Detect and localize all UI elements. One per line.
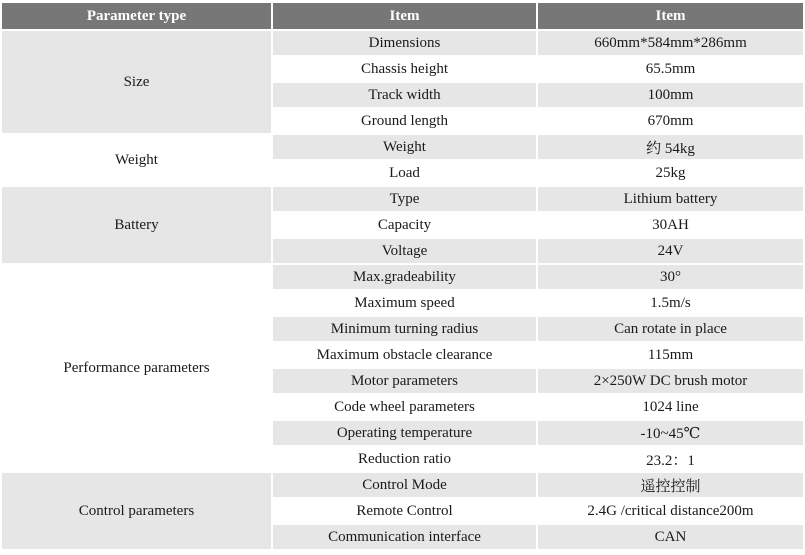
table-row [2,473,803,499]
value-cell: -10~45℃ [538,421,803,447]
group-weight: Weight [2,135,273,187]
header-value: Item [538,3,803,31]
spec-table [2,3,803,551]
table-row [2,265,803,291]
value-cell: CAN [538,525,803,551]
value-cell: 约 54kg [538,135,803,161]
group-performance-parameters: Performance parameters [2,265,273,473]
item-cell: Control Mode [273,473,538,499]
item-cell: Track width [273,83,538,109]
item-cell: Maximum obstacle clearance [273,343,538,369]
header-item: Item [273,3,538,31]
table-body [2,31,803,551]
value-cell: 100mm [538,83,803,109]
table-header [2,3,803,31]
value-cell: 2×250W DC brush motor [538,369,803,395]
item-cell: Dimensions [273,31,538,57]
value-cell: Can rotate in place [538,317,803,343]
item-cell: Maximum speed [273,291,538,317]
item-cell: Max.gradeability [273,265,538,291]
header-parameter-type: Parameter type [2,3,273,31]
value-cell: 24V [538,239,803,265]
value-cell: 1024 line [538,395,803,421]
item-cell: Operating temperature [273,421,538,447]
group-size: Size [2,31,273,135]
item-cell: Type [273,187,538,213]
value-cell: 1.5m/s [538,291,803,317]
value-cell: 30° [538,265,803,291]
item-cell: Voltage [273,239,538,265]
item-cell: Capacity [273,213,538,239]
item-cell: Motor parameters [273,369,538,395]
value-cell: 660mm*584mm*286mm [538,31,803,57]
value-cell: 23.2：1 [538,447,803,473]
item-cell: Remote Control [273,499,538,525]
table-row [2,31,803,57]
value-cell: Lithium battery [538,187,803,213]
item-cell: Reduction ratio [273,447,538,473]
item-cell: Communication interface [273,525,538,551]
value-cell: 25kg [538,161,803,187]
item-cell: Weight [273,135,538,161]
table-row [2,135,803,161]
group-control-parameters: Control parameters [2,473,273,551]
value-cell: 2.4G /critical distance200m [538,499,803,525]
value-cell: 65.5mm [538,57,803,83]
item-cell: Load [273,161,538,187]
value-cell: 30AH [538,213,803,239]
item-cell: Code wheel parameters [273,395,538,421]
item-cell: Minimum turning radius [273,317,538,343]
item-cell: Chassis height [273,57,538,83]
table-row [2,187,803,213]
group-battery: Battery [2,187,273,265]
value-cell: 670mm [538,109,803,135]
header-row [2,3,803,31]
item-cell: Ground length [273,109,538,135]
value-cell: 115mm [538,343,803,369]
value-cell: 遥控控制 [538,473,803,499]
